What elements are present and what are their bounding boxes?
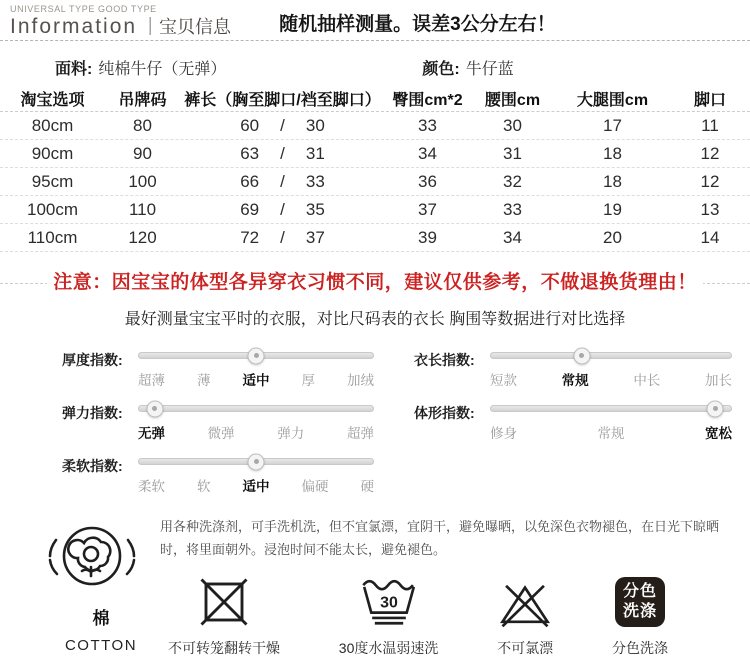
wash-caption: 不可氯漂 xyxy=(497,639,554,656)
garment-length-slider-row xyxy=(414,349,732,389)
page-title-cn: ｜宝贝信息 xyxy=(141,17,232,37)
cell-option: 100cm xyxy=(26,199,79,219)
fabric-info-row xyxy=(55,56,750,79)
cotton-material-block xyxy=(42,516,160,658)
table-row xyxy=(0,140,750,168)
slider-knob[interactable] xyxy=(248,347,265,364)
scale-option-selected: 适中 xyxy=(242,373,270,388)
index-sliders xyxy=(0,349,750,508)
col-header-waist: 腰围cm xyxy=(484,91,541,109)
col-header-thigh: 大腿围cm xyxy=(576,91,649,109)
cell-hem: 12 xyxy=(700,171,720,191)
garment-length-slider xyxy=(490,349,732,389)
scale-option: 加绒 xyxy=(347,373,374,388)
cell-tag: 110 xyxy=(128,199,157,219)
garment-length-scale xyxy=(490,369,732,389)
separate-wash-icon xyxy=(612,574,668,630)
table-row xyxy=(0,112,750,140)
scale-option-selected: 无弹 xyxy=(138,426,165,441)
slider-knob[interactable] xyxy=(248,453,265,470)
measurement-note: 随机抽样测量。误差3公分左右！ xyxy=(279,14,556,35)
cell-waist: 30 xyxy=(503,115,522,135)
slider-knob[interactable] xyxy=(573,347,590,364)
scale-option: 偏硬 xyxy=(301,479,329,494)
cell-thigh: 19 xyxy=(603,199,622,219)
cell-thigh: 18 xyxy=(603,143,622,163)
wash-30-icon xyxy=(339,574,439,630)
cell-hem: 14 xyxy=(700,227,720,247)
care-section xyxy=(0,516,750,658)
cotton-label-cn: 棉 xyxy=(92,609,110,628)
thickness-slider-row xyxy=(62,349,374,389)
cell-thigh: 18 xyxy=(603,171,622,191)
cell-hip: 34 xyxy=(418,143,437,163)
length-slash: / xyxy=(280,227,285,247)
color-label: 颜色: xyxy=(422,61,460,78)
thickness-scale xyxy=(138,369,374,389)
length-chest: 72 xyxy=(240,227,260,247)
length-crotch: 33 xyxy=(305,171,325,191)
fit-slider xyxy=(490,402,732,442)
table-row xyxy=(0,168,750,196)
elasticity-slider xyxy=(138,402,374,442)
no-bleach-icon xyxy=(497,574,553,630)
notice-row xyxy=(0,267,750,299)
length-slash: / xyxy=(280,171,285,191)
size-table-header xyxy=(0,85,750,112)
page-title-en: Information xyxy=(10,15,138,38)
cell-thigh: 17 xyxy=(603,115,622,135)
cell-option: 110cm xyxy=(27,227,78,247)
length-slash: / xyxy=(280,143,285,163)
fit-slider-row xyxy=(414,402,732,442)
slider-track[interactable] xyxy=(490,405,732,412)
scale-option: 常规 xyxy=(597,426,625,441)
length-slash: / xyxy=(280,199,285,219)
wash-30-item xyxy=(339,574,439,658)
table-row xyxy=(0,196,750,224)
cell-hip: 36 xyxy=(418,171,437,191)
slider-knob[interactable] xyxy=(146,400,163,417)
col-header-tag: 吊牌码 xyxy=(118,91,167,109)
sliders-left-column xyxy=(62,349,374,508)
cell-hem: 11 xyxy=(701,115,719,135)
no-bleach-item xyxy=(497,574,553,658)
brand-block xyxy=(10,5,231,37)
cell-length xyxy=(180,116,385,136)
fabric-value: 纯棉牛仔（无弹） xyxy=(98,61,227,78)
no-tumble-dry-item xyxy=(168,574,280,658)
scale-option: 加长 xyxy=(704,373,732,388)
cell-option: 80cm xyxy=(31,115,74,135)
cell-waist: 32 xyxy=(503,171,522,191)
col-header-hem: 脚口 xyxy=(693,91,726,109)
cell-hip: 39 xyxy=(418,227,437,247)
col-header-option: 淘宝选项 xyxy=(20,91,85,109)
cell-length xyxy=(180,172,385,192)
slider-knob[interactable] xyxy=(707,400,724,417)
scale-option: 超弹 xyxy=(346,426,374,441)
thickness-slider xyxy=(138,349,374,389)
scale-option-selected: 适中 xyxy=(242,479,270,494)
table-row xyxy=(0,224,750,252)
scale-option: 中长 xyxy=(633,373,661,388)
scale-option: 微弹 xyxy=(207,426,235,441)
length-chest: 69 xyxy=(240,199,260,219)
cell-length xyxy=(180,200,385,220)
cell-option: 95cm xyxy=(31,171,74,191)
cell-length xyxy=(180,228,385,248)
brand-tagline: UNIVERSAL TYPE GOOD TYPE xyxy=(10,4,157,14)
softness-scale xyxy=(138,475,374,495)
cotton-icon xyxy=(42,518,160,596)
wash-icons-row xyxy=(160,574,736,658)
cotton-label-en: COTTON xyxy=(64,637,138,654)
scale-option: 超薄 xyxy=(138,373,165,388)
cell-hem: 13 xyxy=(700,199,720,219)
length-crotch: 31 xyxy=(305,143,325,163)
measuring-tip: 最好测量宝宝平时的衣服，对比尺码表的衣长 胸围等数据进行对比选择 xyxy=(124,311,626,328)
cell-hip: 33 xyxy=(418,115,437,135)
length-crotch: 37 xyxy=(305,227,325,247)
separate-wash-badge xyxy=(615,577,665,627)
slider-track[interactable] xyxy=(138,405,374,412)
scale-option-selected: 常规 xyxy=(561,373,589,388)
scale-option: 柔软 xyxy=(138,479,165,494)
color-info xyxy=(422,56,513,79)
no-tumble-dry-icon xyxy=(168,574,280,630)
elasticity-slider-row xyxy=(62,402,374,442)
cell-length xyxy=(180,144,385,164)
care-right-block xyxy=(160,516,750,658)
badge-line1: 分色 xyxy=(622,582,657,600)
wash-temp-value: 30 xyxy=(379,593,398,611)
wash-caption: 分色洗涤 xyxy=(611,639,668,656)
size-table xyxy=(0,85,750,252)
cell-hem: 12 xyxy=(700,143,720,163)
wash-caption: 30度水温弱速洗 xyxy=(338,639,439,656)
fabric-label: 面料: xyxy=(55,61,93,78)
cell-hip: 37 xyxy=(418,199,437,219)
cell-thigh: 20 xyxy=(603,227,622,247)
warning-notice: 注意：因宝宝的体型各异穿衣习惯不同，建议仅供参考，不做退换货理由！ xyxy=(47,267,703,294)
scale-option: 薄 xyxy=(197,373,211,388)
scale-option-selected: 宽松 xyxy=(705,426,732,441)
scale-option: 修身 xyxy=(490,426,517,441)
col-header-length: 裤长（胸至脚口/裆至脚口） xyxy=(184,91,381,109)
garment-length-label: 衣长指数: xyxy=(414,352,475,368)
separate-wash-item xyxy=(612,574,668,658)
softness-label: 柔软指数: xyxy=(62,458,123,474)
cell-tag: 120 xyxy=(128,227,157,247)
scale-option: 厚 xyxy=(301,373,315,388)
elasticity-scale xyxy=(138,422,374,442)
thickness-label: 厚度指数: xyxy=(62,352,123,368)
wash-caption: 不可转笼翻转干燥 xyxy=(168,639,280,656)
length-crotch: 30 xyxy=(305,115,325,135)
scale-option: 软 xyxy=(197,479,211,494)
cell-option: 90cm xyxy=(31,143,74,163)
scale-option: 硬 xyxy=(360,479,374,494)
length-chest: 60 xyxy=(240,115,260,135)
washing-instructions-text: 用各种洗涤剂，可手洗机洗，但不宜氯漂，宜阴干，避免曝晒，以免深色衣物褪色，在日光下晾晒时，将里面朝外。浸泡时间不能太长，避免褪色。 xyxy=(160,519,720,557)
badge-line2: 洗涤 xyxy=(622,602,657,620)
fit-label: 体形指数: xyxy=(414,405,475,421)
cell-tag: 80 xyxy=(133,115,152,135)
page-title xyxy=(10,16,231,37)
color-value: 牛仔蓝 xyxy=(465,61,514,78)
length-crotch: 35 xyxy=(305,199,325,219)
cell-tag: 90 xyxy=(133,143,152,163)
slider-track[interactable] xyxy=(138,352,374,359)
length-slash: / xyxy=(280,115,285,135)
length-chest: 63 xyxy=(240,143,260,163)
cell-waist: 31 xyxy=(503,143,522,163)
scale-option: 弹力 xyxy=(277,426,305,441)
scale-option: 短款 xyxy=(490,373,517,388)
slider-track[interactable] xyxy=(138,458,374,465)
length-chest: 66 xyxy=(240,171,260,191)
softness-slider-row xyxy=(62,455,374,495)
cell-waist: 34 xyxy=(503,227,522,247)
cell-tag: 100 xyxy=(128,171,157,191)
slider-track[interactable] xyxy=(490,352,732,359)
sliders-right-column xyxy=(414,349,732,508)
cell-waist: 33 xyxy=(503,199,522,219)
softness-slider xyxy=(138,455,374,495)
page-header xyxy=(0,0,750,41)
col-header-hip: 臀围cm*2 xyxy=(392,91,463,109)
elasticity-label: 弹力指数: xyxy=(62,405,123,421)
fit-scale xyxy=(490,422,732,442)
